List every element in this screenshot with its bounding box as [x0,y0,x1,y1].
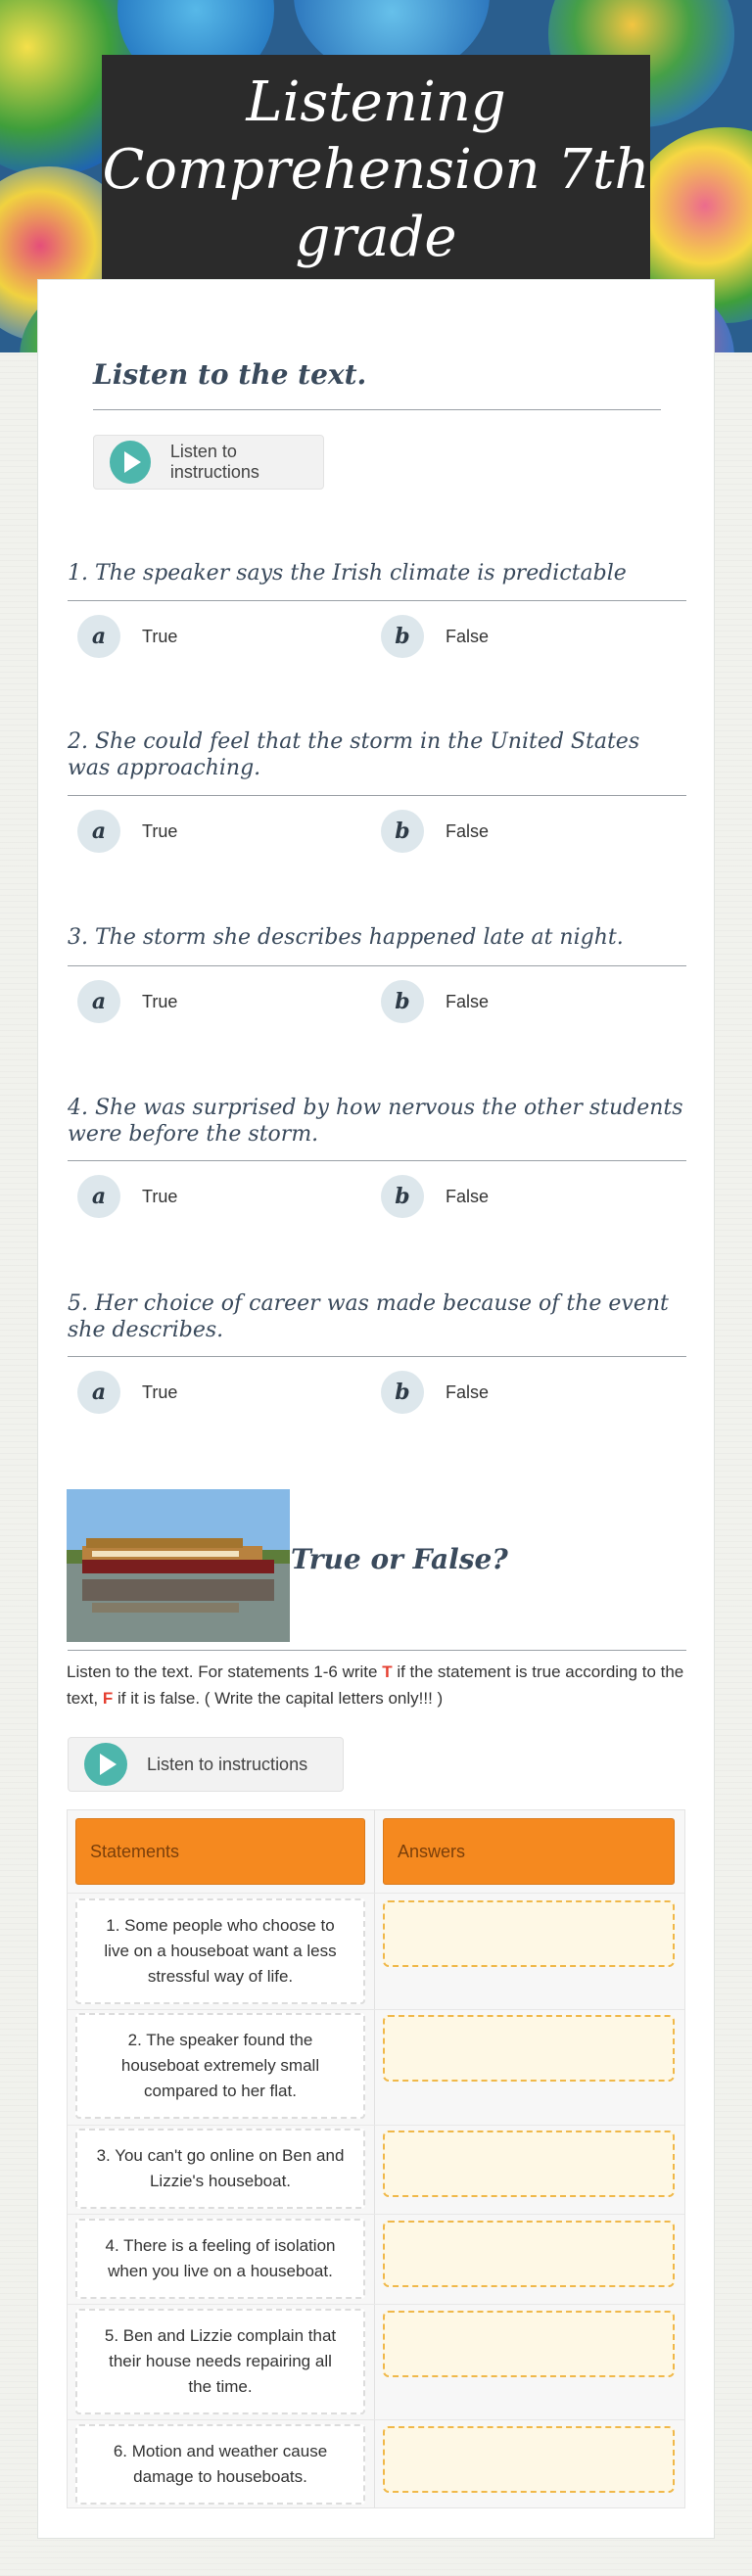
instructions-text [67,1659,685,1711]
row-separator [68,1893,684,1894]
option-letter-b: b [381,1371,424,1414]
option-1a[interactable] [77,615,177,658]
instr-part: if it is false. ( Write the capital letters only!!! ) [113,1689,444,1708]
header-statements: Statements [75,1818,365,1885]
question-rule [68,795,686,796]
option-label: False [446,1186,490,1206]
heading-rule [68,1650,686,1651]
header-answers: Answers [383,1818,675,1885]
instr-part: if the statement is true according to the text, [67,1663,684,1708]
option-letter-a: a [77,1371,120,1414]
option-letter-b: b [381,810,424,853]
option-letter-a: a [77,615,120,658]
statement-6: 6. Motion and weather cause damage to houseboats. [75,2424,365,2505]
houseboat-image [67,1489,290,1642]
statement-4: 4. There is a feeling of isolation when you live on a houseboat. [75,2219,365,2299]
question-rule [68,600,686,601]
option-label: True [142,820,178,841]
option-letter-b: b [381,1175,424,1218]
option-letter-a: a [77,1175,120,1218]
option-1b[interactable] [381,615,489,658]
section-heading-listen: Listen to the text. [93,358,367,391]
option-2a[interactable] [77,810,177,853]
play-icon [84,1743,127,1786]
listen-instructions-button-2[interactable] [68,1737,344,1792]
option-letter-a: a [77,980,120,1023]
option-4b[interactable] [381,1175,489,1218]
option-label: True [142,1186,178,1206]
row-separator [68,2009,684,2010]
row-separator [68,2304,684,2305]
heading-rule [93,409,661,410]
option-3a[interactable] [77,980,177,1023]
false-letter: F [102,1689,114,1708]
question-rule [68,1160,686,1161]
option-3b[interactable] [381,980,489,1023]
statement-3: 3. You can't go online on Ben and Lizzie's houseboat. [75,2129,365,2209]
answer-field-3[interactable] [383,2131,675,2197]
section-heading-true-false: True or False? [291,1543,508,1575]
question-2: 2. She could feel that the storm in the United States was approaching. [68,729,640,780]
answer-field-5[interactable] [383,2311,675,2377]
option-2b[interactable] [381,810,489,853]
statement-1: 1. Some people who choose to live on a houseboat want a less stressful way of life. [75,1898,365,2004]
listen-instructions-button[interactable] [93,435,324,490]
listen-button-label: Listen to instructions [169,442,259,482]
row-separator [68,2214,684,2215]
option-label: False [446,991,490,1011]
option-label: True [142,1382,178,1402]
option-letter-b: b [381,980,424,1023]
page-title: Listening Comprehension 7th grade [102,55,650,280]
column-divider [374,1810,375,2507]
question-1: 1. The speaker says the Irish climate is predictable [68,561,627,585]
row-separator [68,2419,684,2420]
answer-field-6[interactable] [383,2426,675,2493]
statements-table [67,1809,685,2508]
option-letter-b: b [381,615,424,658]
option-label: False [446,626,490,646]
listen-button-label: Listen to instructions [147,1754,308,1774]
question-4: 4. She was surprised by how nervous the other students were before the storm. [68,1096,683,1147]
statement-2: 2. The speaker found the houseboat extremely small compared to her flat. [75,2013,365,2119]
play-icon [110,441,151,484]
question-3: 3. The storm she describes happened late at night. [68,925,624,950]
option-5a[interactable] [77,1371,177,1414]
row-separator [68,2125,684,2126]
option-label: True [142,626,178,646]
answer-field-4[interactable] [383,2221,675,2287]
instr-part: Listen to the text. For statements 1-6 write [67,1663,383,1681]
statement-5: 5. Ben and Lizzie complain that their house needs repairing all the time. [75,2309,365,2414]
option-4a[interactable] [77,1175,177,1218]
option-label: False [446,820,490,841]
option-5b[interactable] [381,1371,489,1414]
option-label: False [446,1382,490,1402]
answer-field-2[interactable] [383,2015,675,2082]
answer-field-1[interactable] [383,1900,675,1967]
question-rule [68,1356,686,1357]
true-letter: T [382,1663,393,1681]
option-letter-a: a [77,810,120,853]
question-5: 5. Her choice of career was made because of the event she describes. [68,1291,669,1342]
question-rule [68,965,686,966]
option-label: True [142,991,178,1011]
